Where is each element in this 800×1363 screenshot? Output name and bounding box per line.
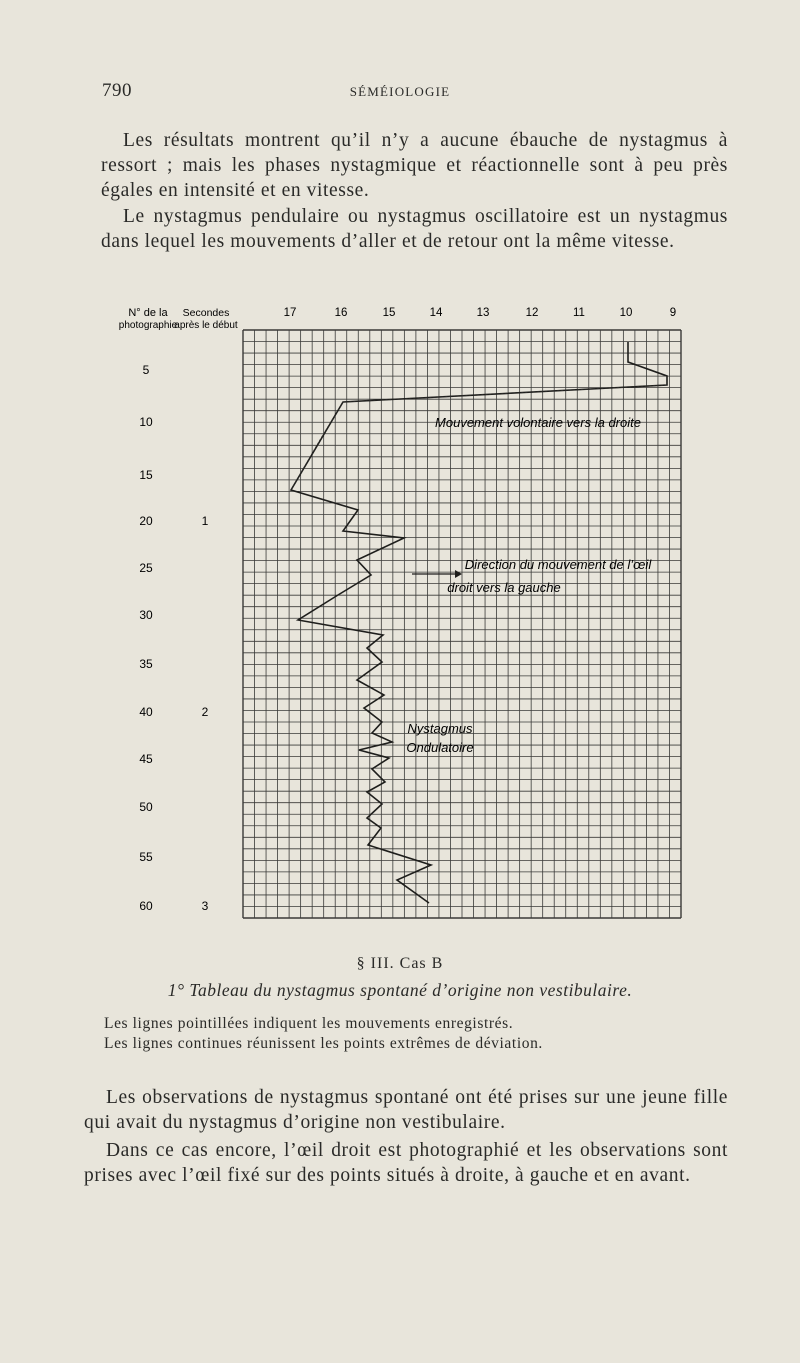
col-header-sec-1: Secondes — [182, 307, 230, 319]
section-caption: § III. Cas B — [356, 955, 444, 972]
top-tick: 10 — [619, 307, 633, 319]
recorded-movement-dotted — [291, 385, 667, 490]
photo-label: 15 — [139, 468, 153, 482]
top-tick: 11 — [573, 307, 585, 319]
col-header-photo-2: photographie — [118, 320, 178, 331]
top-tick: 17 — [283, 307, 297, 319]
top-tick: 13 — [476, 307, 490, 319]
second-label: 1 — [201, 514, 209, 528]
running-title: SÉMÉIOLOGIE — [349, 84, 451, 99]
photo-label: 45 — [139, 752, 153, 766]
photo-label: 60 — [139, 899, 153, 913]
top-tick: 16 — [334, 307, 348, 319]
photo-label: 40 — [139, 705, 153, 719]
photo-number-labels — [139, 363, 153, 913]
paragraph-3: Les observations de nystagmus spontané ont été prises sur une jeune fille qui avait du nystagmus d’origine non vestibulaire. — [84, 1087, 728, 1133]
photo-label: 5 — [142, 363, 150, 377]
page-number: 790 — [102, 80, 132, 101]
photo-label: 50 — [139, 800, 153, 814]
arrowhead-icon — [455, 570, 462, 578]
top-tick: 14 — [429, 307, 443, 319]
seconds-labels — [202, 514, 209, 913]
annotation-nystagmus-2: Ondulatoire — [406, 740, 474, 755]
top-tick: 12 — [525, 307, 539, 319]
paragraph-4: Dans ce cas encore, l’œil droit est photographié et les observations sont prises avec l’œil fixé sur des points situés à droite, à gauche et en avant. — [84, 1140, 728, 1186]
col-header-photo-1: N° de la — [128, 307, 168, 319]
paragraph-1: Les résultats montrent qu’il n’y a aucune ébauche de nystagmus à ressort ; mais les phases nystagmique et réactionnelle sont à peu près égales en intensité et en vitesse. — [101, 130, 728, 201]
top-tick: 15 — [382, 307, 396, 319]
paragraph-2: Le nystagmus pendulaire ou nystagmus oscillatoire est un nystagmus dans lequel les mouvements d’aller et de retour ont la même vitesse. — [101, 206, 728, 252]
figure-subtitle: 1° Tableau du nystagmus spontané d’origine non vestibulaire. — [167, 980, 633, 1000]
annotation-nystagmus-1: Nystagmus — [407, 721, 473, 736]
photo-label: 30 — [139, 608, 153, 622]
top-tick: 9 — [669, 307, 677, 319]
photo-label: 20 — [139, 514, 153, 528]
figure-note-1: Les lignes pointillées indiquent les mouvements enregistrés. — [104, 1015, 514, 1032]
photo-label: 55 — [139, 850, 153, 864]
figure-note-2: Les lignes continues réunissent les points extrêmes de déviation. — [104, 1035, 543, 1052]
top-tick-labels — [284, 307, 677, 319]
col-header-sec-2: après le début — [174, 320, 238, 331]
photo-label: 10 — [139, 415, 153, 429]
annotation-voluntary: Mouvement volontaire vers la droite — [435, 415, 641, 430]
second-label: 2 — [201, 705, 209, 719]
annotation-direction-2: droit vers la gauche — [447, 580, 561, 595]
photo-label: 25 — [139, 561, 153, 575]
nystagmus-figure — [0, 290, 800, 940]
photo-label: 35 — [139, 657, 153, 671]
annotation-direction-1: Direction du mouvement de l’œil — [464, 557, 652, 572]
second-label: 3 — [201, 899, 209, 913]
